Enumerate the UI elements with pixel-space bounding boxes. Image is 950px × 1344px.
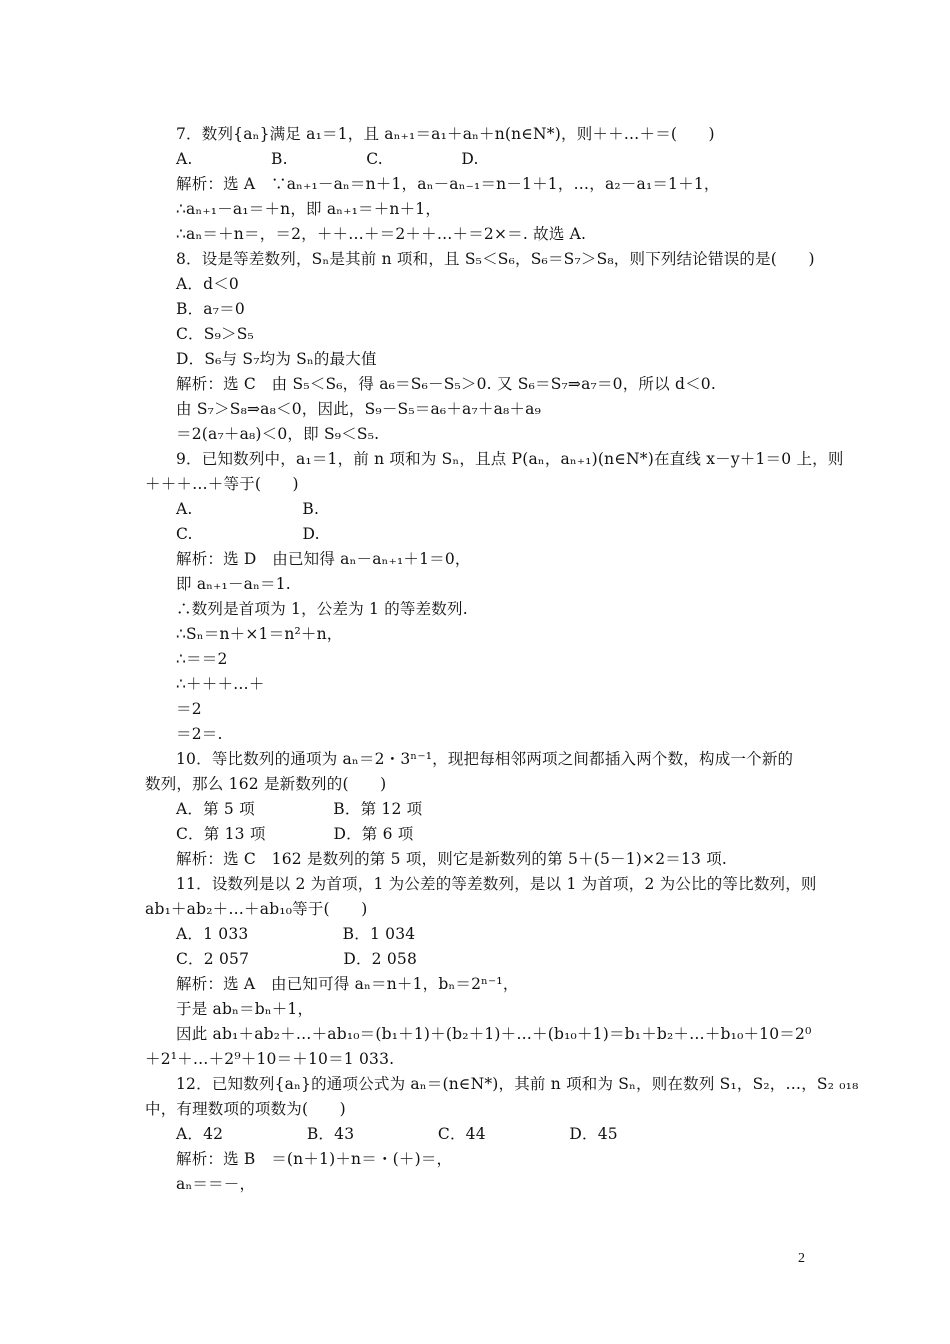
text-line: ∴Sₙ＝n＋×1＝n²＋n，: [176, 625, 343, 643]
text-line: A. B.: [176, 500, 320, 518]
text-line: C. D.: [176, 525, 320, 543]
text-line: ＝2: [176, 700, 202, 718]
text-line: 9．已知数列中，a₁＝1，前 n 项和为 Sₙ，且点 P(aₙ，aₙ₊₁)(n∈N*)在直线 x－y＋1＝0 上，则: [176, 450, 844, 468]
text-line: 解析：选 A 由已知可得 aₙ＝n＋1，bₙ＝2ⁿ⁻¹，: [176, 975, 519, 993]
text-line: ∴aₙ＝＋n＝，＝2，＋＋…＋＝2＋＋…＋＝2×＝. 故选 A.: [176, 225, 587, 243]
text-line: ∴数列是首项为 1，公差为 1 的等差数列.: [176, 600, 468, 618]
text-line: 12．已知数列{aₙ}的通项公式为 aₙ＝(n∈N*)，其前 n 项和为 Sₙ，则在数列 S₁，S₂，…，S₂ ₀₁₈: [176, 1075, 859, 1093]
text-line: ab₁＋ab₂＋…＋ab₁₀等于( ): [145, 900, 368, 918]
text-line: 即 aₙ₊₁－aₙ＝1.: [176, 575, 291, 593]
text-line: ＋＋＋…＋等于( ): [145, 475, 299, 493]
text-line: 解析：选 C 162 是数列的第 5 项，则它是新数列的第 5＋(5－1)×2＝13 项.: [176, 850, 728, 868]
text-line: ＝2(a₇＋a₈)＜0，即 S₉＜S₅.: [176, 425, 380, 443]
text-line: 7．数列{aₙ}满足 a₁＝1，且 aₙ₊₁＝a₁＋aₙ＋n(n∈N*)，则＋＋…＋＝( ): [176, 125, 715, 143]
text-line: 11．设数列是以 2 为首项，1 为公差的等差数列，是以 1 为首项，2 为公比的等比数列，则: [176, 875, 817, 893]
text-line: 于是 abₙ＝bₙ＋1，: [176, 1000, 314, 1018]
text-line: 数列，那么 162 是新数列的( ): [145, 775, 387, 793]
text-line: ∴＝＝2: [176, 650, 228, 668]
text-line: aₙ＝＝－，: [176, 1175, 256, 1193]
text-line: A. B. C. D.: [176, 150, 479, 168]
text-line: C．S₉＞S₅: [176, 325, 254, 343]
text-line: 由 S₇＞S₈⇒a₈＜0，因此，S₉－S₅＝a₆＋a₇＋a₈＋a₉: [176, 400, 541, 418]
text-line: ∴aₙ₊₁－a₁＝＋n，即 aₙ₊₁＝＋n＋1，: [176, 200, 442, 218]
text-line: D．S₆与 S₇均为 Sₙ的最大值: [176, 350, 377, 368]
text-line: ＋2¹＋…＋2⁹＋10＝＋10＝1 033.: [145, 1050, 395, 1068]
text-line: A．1 033 B．1 034: [176, 925, 416, 943]
text-line: C．2 057 D．2 058: [176, 950, 418, 968]
text-line: C．第 13 项 D．第 6 项: [176, 825, 414, 843]
text-line: ＝2＝.: [176, 725, 223, 743]
text-line: 因此 ab₁＋ab₂＋…＋ab₁₀＝(b₁＋1)＋(b₂＋1)＋…＋(b₁₀＋1)＝b₁＋b₂＋…＋b₁₀＋10＝2⁰: [176, 1025, 812, 1043]
text-line: 10．等比数列的通项为 aₙ＝2・3ⁿ⁻¹，现把每相邻两项之间都插入两个数，构成一个新的: [176, 750, 794, 768]
text-line: ∴＋＋＋…＋: [176, 675, 265, 693]
text-line: 解析：选 B ＝(n＋1)＋n＝・(＋)＝，: [176, 1150, 453, 1168]
text-line: A．d＜0: [176, 275, 239, 293]
text-line: 8．设是等差数列，Sₙ是其前 n 项和，且 S₅＜S₆，S₆＝S₇＞S₈，则下列结论错误的是( ): [176, 250, 815, 268]
text-line: B．a₇＝0: [176, 300, 245, 318]
text-line: 解析：选 D 由已知得 aₙ－aₙ₊₁＋1＝0，: [176, 550, 471, 568]
text-line: 解析：选 C 由 S₅＜S₆，得 a₆＝S₆－S₅＞0. 又 S₆＝S₇⇒a₇＝0，所以 d＜0.: [176, 375, 716, 393]
text-line: A．42 B．43 C．44 D．45: [176, 1125, 618, 1143]
text-line: 解析：选 A ∵aₙ₊₁－aₙ＝n＋1，aₙ－aₙ₋₁＝n－1＋1，…，a₂－a₁＝1＋1，: [176, 175, 720, 193]
text-line: A．第 5 项 B．第 12 项: [176, 800, 423, 818]
page-number: 2: [798, 1251, 805, 1266]
text-line: 中，有理数项的项数为( ): [145, 1100, 346, 1118]
